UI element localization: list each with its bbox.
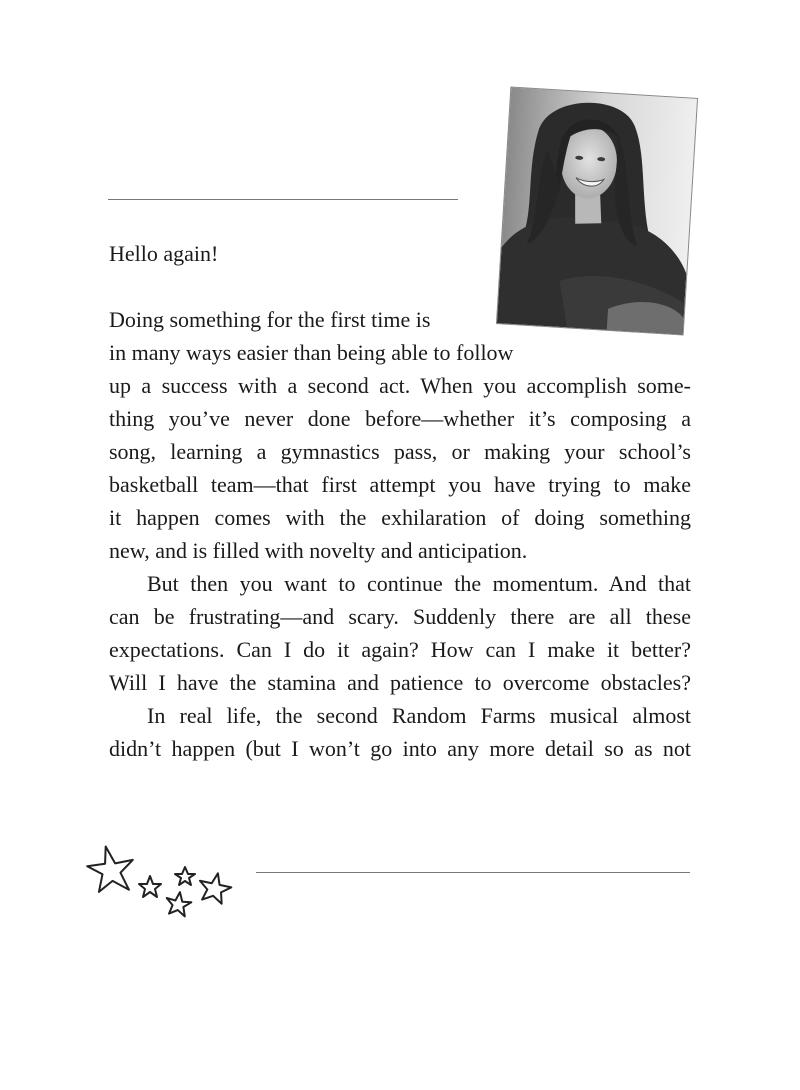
text-line: thing you’ve never done before—whether it’s composing a [109,406,691,431]
letter-body [109,303,691,765]
text-line: didn’t happen (but I won’t go into any more detail so as not [109,736,691,761]
text-line: up a success with a second act. When you accomplish some- [109,373,691,398]
text-line: song, learning a gymnastics pass, or making your school’s [109,439,691,464]
paragraph-momentum [109,567,691,699]
text-line: new, and is filled with novelty and anticipation. [109,538,528,563]
bottom-divider [256,872,690,873]
text-line: Doing something for the first time is [109,307,431,332]
text-line: can be frustrating—and scary. Suddenly there are all these [109,604,691,629]
author-portrait-image [497,88,697,335]
text-line: But then you want to continue the momentum. And that [147,571,691,596]
greeting-heading: Hello again! [109,241,219,266]
text-line: it happen comes with the exhilaration of doing something [109,505,691,530]
paragraph-real-life [109,699,691,765]
author-photo [497,88,697,335]
text-line: In real life, the second Random Farms musical almost [147,703,691,728]
text-line: expectations. Can I do it again? How can I make it better? [109,637,691,662]
stars-icon [84,840,244,930]
text-line: in many ways easier than being able to follow [109,340,514,365]
text-line: basketball team—that first attempt you have trying to make [109,472,691,497]
text-line: Will I have the stamina and patience to overcome obstacles? [109,670,691,695]
top-divider [108,199,458,200]
paragraph-intro [109,303,691,567]
